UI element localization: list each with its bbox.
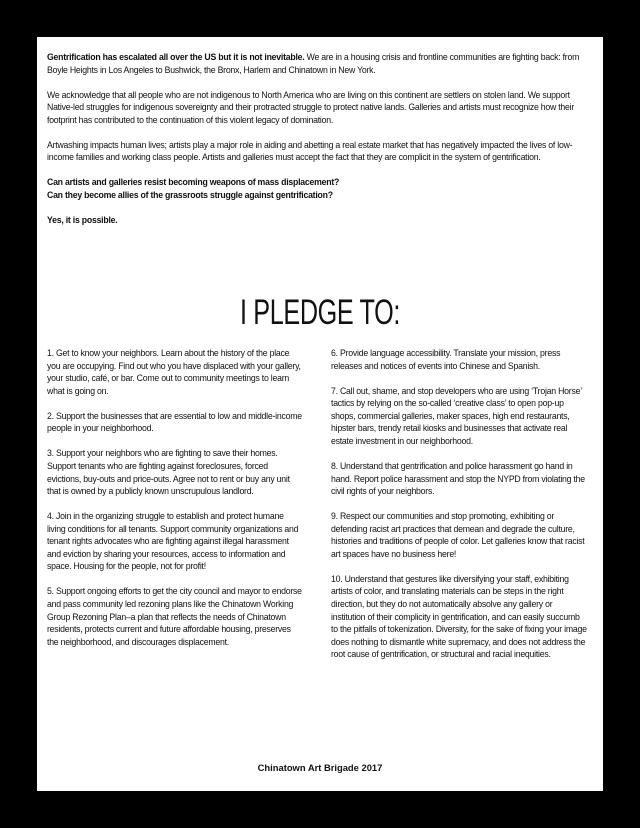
pledge-item-2: 2. Support the businesses that are essential to low and middle-income people in your neighborhood. [47, 409, 302, 434]
pledge-column-right [331, 347, 588, 673]
pledge-item-6: 6. Provide language accessibility. Translate your mission, press releases and notices of events into Chinese and Spanish. [331, 347, 561, 371]
pledge-column-left [47, 347, 304, 661]
pledge-title: I PLEDGE TO: [239, 293, 401, 332]
intro-paragraph-1-text: We are in a housing crisis and frontline communities are fighting back: from Boyle Heights in Los Angeles to Bushwick, the Bronx, Harlem and Chinatown in New York. [47, 51, 580, 75]
pledge-item-9: 9. Respect our communities and stop promoting, exhibiting or defending racist art practices that demean and degrade the culture, histories and traditions of people of color. Let galleries know that racist art spaces have no business here! [331, 510, 585, 559]
intro-paragraph-2: We acknowledge that all people who are not indigenous to North America who are living on this continent are settlers on stolen land. We support Native-led struggles for indigenous sovereignty and their protracted struggle to protect native lands. Galleries and artists must recognize how their footprint has contributed to the continuation of this violent legacy of domination. [47, 88, 575, 125]
question-2-text: Can they become allies of the grassroots struggle against gentrification? [47, 188, 333, 200]
pledge-item-3: 3. Support your neighbors who are fighting to save their homes. Support tenants who are fighting against foreclosures, forced evictions, buy-outs and price-outs. Agree not to rent or buy any unit that is owned by a publicly known unscrupulous landlord. [47, 447, 290, 497]
intro-section [47, 51, 596, 239]
pledge-item-8: 8. Understand that gentrification and police harassment go hand in hand. Report police harassment and stop the NYPD from violating the civil rights of your neighbors. [331, 459, 585, 497]
intro-paragraph-1 [47, 51, 596, 76]
intro-headline: Gentrification has escalated all over the US but it is not inevitable. [47, 51, 305, 62]
pledge-item-5: 5. Support ongoing efforts to get the city council and mayor to endorse and pass community led rezoning plans like the Chinatown Working Group Rezoning Plan–a plan that reflects the needs of Chinatown residents, protects current and future affordable housing, preserves the neighborhood, and discourages displacement. [47, 585, 302, 647]
pledge-item-1: 1. Get to know your neighbors. Learn about the history of the place you are occupying. Find out who you have displaced with your gallery, your studio, café, or bar. Come out to community meetings to learn what is going on. [47, 347, 301, 396]
pledge-item-4: 4. Join in the organizing struggle to establish and protect humane living conditions for all tenants. Support community organizations and tenant rights advocates who are fighting against illegal harassment and eviction by sharing your resources, access to information and space. Housing for the people, not for profit! [47, 510, 299, 572]
answer [47, 214, 596, 227]
footer-credit: Chinatown Art Brigade 2017 [257, 762, 383, 773]
document-page [37, 37, 603, 791]
intro-paragraph-3: Artwashing impacts human lives; artists play a major role in aiding and abetting a real estate market that has negatively impacted the lives of low-income families and working class people. Artists and galleries must accept the fact that they are complicit in the system of gentrification. [47, 138, 573, 163]
question-2 [47, 189, 596, 202]
answer-text: Yes, it is possible. [47, 213, 118, 225]
pledge-item-10: 10. Understand that gestures like diversifying your staff, exhibiting artists of color, and translating materials can be steps in the right direction, but they do not automatically absolve any gallery or institution of their complicity in gentrification, and can easily succumb to the pitfalls of tokenization. Diversity, for the sake of fixing your image does nothing to dismantle white supremacy, and does not address the root cause of gentrification, or structural and racial inequities. [331, 572, 587, 660]
question-1-text: Can artists and galleries resist becoming weapons of mass displacement? [47, 176, 340, 188]
question-1 [47, 176, 596, 189]
pledge-item-7: 7. Call out, shame, and stop developers who are using ‘Trojan Horse’ tactics by relying on the so-called ‘creative class’ to open pop-up shops, commercial galleries, maker spaces, high end restaurants, hipster bars, trendy retail kiosks and businesses that activate real estate investment in our neighborhood. [331, 384, 582, 446]
